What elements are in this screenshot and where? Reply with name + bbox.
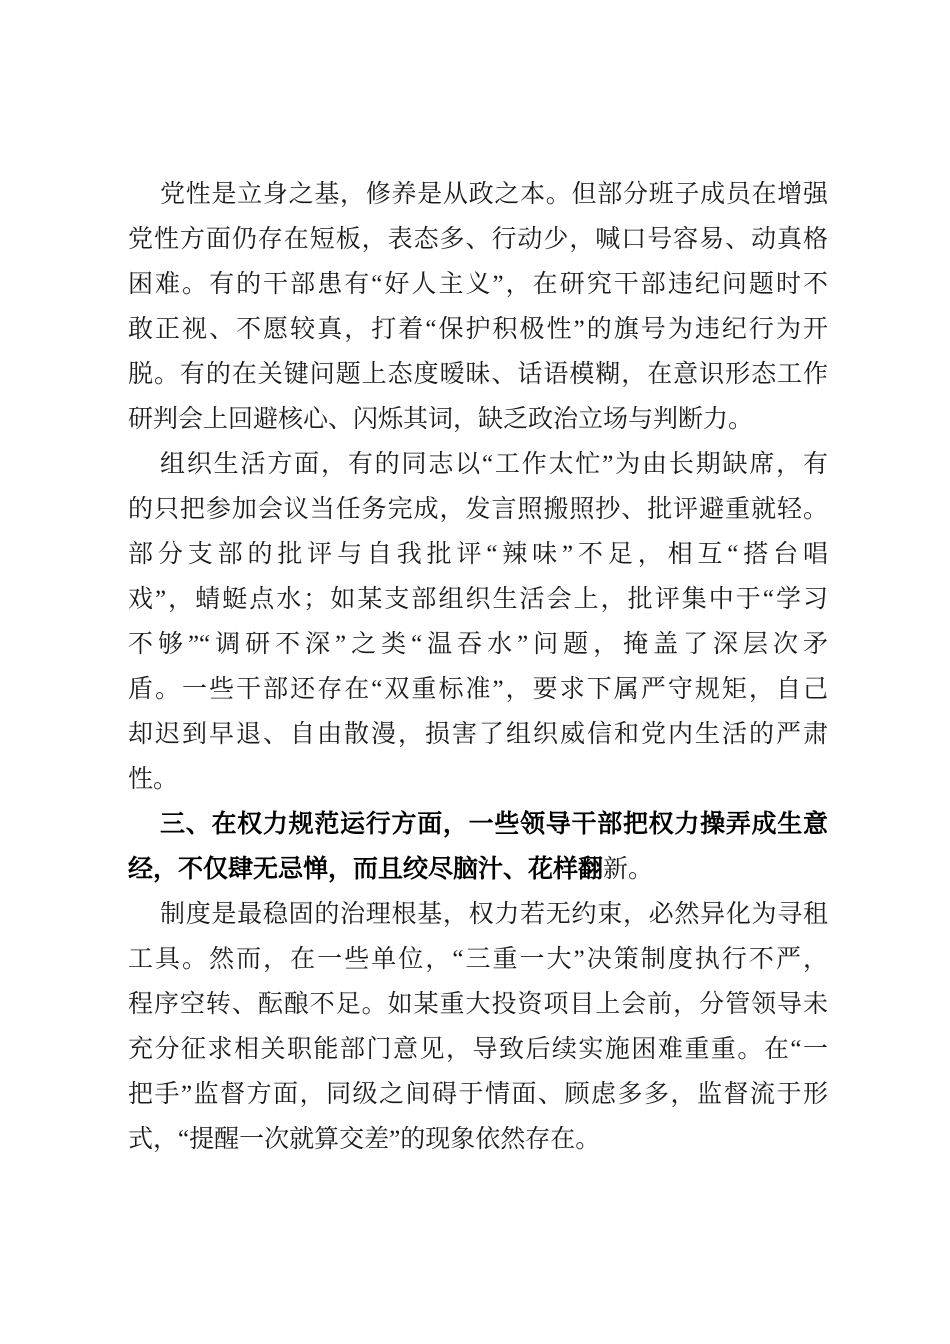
paragraph-party-spirit: [128, 172, 828, 442]
section-heading-power-operation: [128, 802, 828, 892]
text-line: 性。: [128, 766, 179, 793]
paragraph-org-life: [128, 442, 828, 802]
paragraph-system-governance: [128, 892, 828, 1162]
text-line: 戏”，蜻蜓点水；如某支部组织生活会上，批评集中于“学习: [128, 586, 828, 613]
heading-line: 三、在权力规范运行方面，一些领导干部把权力操弄成生意: [160, 810, 828, 838]
text-line: 党性是立身之基，修养是从政之本。但部分班子成员在增强: [160, 181, 828, 208]
text-line: 制度是最稳固的治理根基，权力若无约束，必然异化为寻租: [160, 901, 828, 928]
text-line: 式，“提醒一次就算交差”的现象依然存在。: [128, 1126, 601, 1153]
text-line: 部分支部的批评与自我批评“辣味”不足，相互“搭台唱: [128, 541, 828, 568]
text-line: 的只把参加会议当任务完成，发言照搬照抄、批评避重就轻。: [128, 496, 828, 523]
text-line: 工具。然而，在一些单位，“三重一大”决策制度执行不严，: [128, 946, 828, 973]
text-line: 充分征求相关职能部门意见，导致后续实施困难重重。在“一: [128, 1036, 828, 1063]
heading-line: [128, 847, 828, 892]
text-line: 敢正视、不愿较真，打着“保护积极性”的旗号为违纪行为开: [128, 316, 828, 343]
text-line: 不够”“调研不深”之类“温吞水”问题，掩盖了深层次矛: [128, 631, 828, 658]
text-line: 脱。有的在关键问题上态度暧昧、话语模糊，在意识形态工作: [128, 361, 828, 388]
text-line: 程序空转、酝酿不足。如某重大投资项目上会前，分管领导未: [128, 991, 828, 1018]
text-line: 组织生活方面，有的同志以“工作太忙”为由长期缺席，有: [160, 451, 828, 478]
document-body: [128, 172, 828, 1162]
heading-regular-run: 新。: [603, 856, 654, 883]
text-line: 研判会上回避核心、闪烁其词，缺乏政治立场与判断力。: [128, 406, 754, 433]
text-line: 却迟到早退、自由散漫，损害了组织威信和党内生活的严肃: [128, 721, 828, 748]
text-line: 困难。有的干部患有“好人主义”，在研究干部违纪问题时不: [128, 271, 828, 298]
text-line: 盾。一些干部还存在“双重标准”，要求下属严守规矩，自己: [128, 676, 828, 703]
heading-bold-run: 经，不仅肆无忌惮，而且绞尽脑汁、花样翻: [128, 855, 604, 883]
text-line: 把手”监督方面，同级之间碍于情面、顾虑多多，监督流于形: [128, 1081, 828, 1108]
text-line: 党性方面仍存在短板，表态多、行动少，喊口号容易、动真格: [128, 226, 828, 253]
